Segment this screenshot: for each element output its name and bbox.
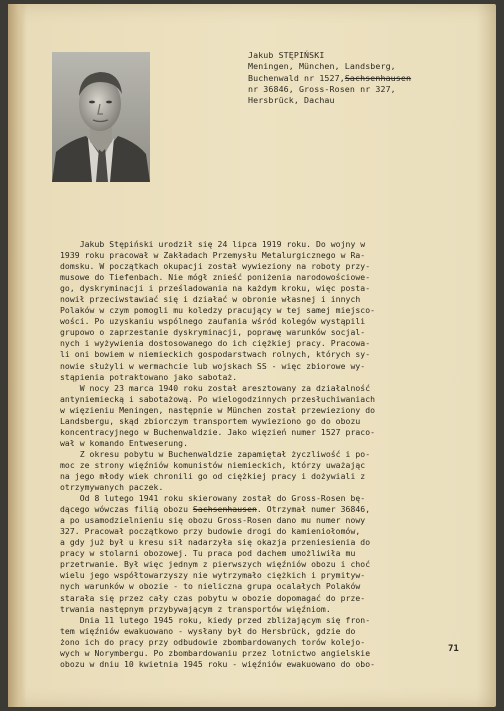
body-line-text: na jego młody wiek chronili go od ciężkiej pracy i dożywiali z [60, 470, 366, 481]
body-line-text: wych w Norymbergu. Po zbombardowaniu przez lotnictwo angielskie [60, 647, 371, 658]
portrait-photo [52, 52, 150, 182]
body-line-text: 1939 roku pracował w Zakładach Przemysłu Metalurgicznego w Ra- [60, 250, 366, 261]
header-line-text: Buchenwald nr 1527, [248, 72, 345, 83]
body-line-text: a po usamodzielnieniu się obozu Gross-Rosen dano mu numer nowy [60, 515, 366, 526]
body-line [60, 537, 460, 548]
person-header [248, 50, 488, 106]
body-line [60, 383, 460, 394]
body-line [60, 416, 460, 427]
body-line-text: Jakub Stępiński urodził się 24 lipca 1919 roku. Do wojny w [60, 239, 366, 249]
header-name [248, 50, 488, 61]
body-line-text: moc ze strony więźniów komunistów niemieckich, którzy uważając [60, 459, 366, 470]
portrait-photo-icon [52, 52, 150, 182]
header-line [248, 95, 488, 106]
body-line-text: w więzieniu Meningen, następnie w München został przewieziony do [60, 404, 376, 415]
body-line-text: pracy w stolarni obozowej. Tu praca pod dachem umożliwiła mu [60, 548, 356, 559]
body-line-text: dącego wówczas filią obozu [60, 504, 193, 515]
header-line [248, 61, 488, 72]
body-line-text: go, dyskryminacji i prześladowania na każdym kroku, więc posta- [60, 283, 371, 294]
header-line [248, 73, 488, 84]
body-line [60, 581, 460, 592]
body-line-text: domsku. W początkach okupacji został wywieziony na roboty przy- [60, 261, 371, 272]
body-line [60, 493, 460, 504]
body-line-text: grupowo o zaprzestanie dyskryminacji, poprawę warunków socjal- [60, 327, 366, 338]
body-line-text: li oni bowiem w niemieckich gospodarstwach rolnych, których sy- [60, 349, 371, 360]
header-name-text: Jakub STĘPIŃSKI [248, 50, 325, 60]
header-line [248, 84, 488, 95]
body-line [60, 604, 460, 615]
body-line-text: wielu jego współtowarzyszy nie wytrzymało ciężkich i prymityw- [60, 570, 366, 581]
header-line-text: nr 36846, Gross-Rosen nr 327, [248, 83, 396, 94]
body-line [60, 239, 460, 250]
body-line [60, 372, 460, 383]
body-line-text: żono ich do pracy przy odbudowie zbombardowanych torów kolejo- [60, 636, 366, 647]
body-line-text: koncentracyjnego w Buchenwaldzie. Jako więzień numer 1527 praco- [60, 426, 376, 437]
body-line-text: musowe do Tiefenbach. Nie mógł znieść poniżenia narodowościowe- [60, 272, 371, 283]
body-line [60, 305, 460, 316]
body-line [60, 548, 460, 559]
body-line-text: wał w komando Entweserung. [60, 437, 188, 448]
body-line [60, 294, 460, 305]
body-line-text: W nocy 23 marca 1940 roku został aresztowany za działalność [60, 382, 371, 393]
body-line-text: Od 8 lutego 1941 roku skierowany został do Gross-Rosen bę- [60, 493, 366, 504]
body-line-text: 327. Pracował początkowo przy budowie drogi do kamieniołomów, [60, 526, 361, 537]
body-line-text: stąpienia potraktowano jako sabotaż. [60, 371, 238, 382]
body-line-text: nych i wyżywienia dostosowanego do ich ciężkiej pracy. Pracowa- [60, 338, 371, 349]
body-line-text: starała się przez cały czas pobytu w obozie dopomagać do prze- [60, 592, 366, 603]
body-line [60, 394, 460, 405]
body-line-text: Polaków w czym pomogli mu koledzy pracujący w tej samej miejsco- [60, 305, 376, 316]
body-line [60, 637, 460, 648]
body-line-text: a gdy już był u kresu sił nadarzyła się okazja przeniesienia do [60, 537, 371, 548]
body-line [60, 570, 460, 581]
body-line [60, 427, 460, 438]
body-line [60, 361, 460, 372]
body-line-text: trwania następnym przybywającym z transportów więźniom. [60, 603, 331, 614]
body-line-text: Landsbergu, skąd zbiorczym transportem wywieziono go do obozu [60, 415, 361, 426]
header-line-text: Hersbrück, Dachau [248, 95, 335, 106]
body-line [60, 482, 460, 493]
body-line-text: nych warunków w obozie - to nieliczna grupa ocalałych Polaków [60, 581, 361, 592]
body-line [60, 272, 460, 283]
body-line [60, 349, 460, 360]
body-line [60, 283, 460, 294]
body-line [60, 471, 460, 482]
body-line [60, 559, 460, 570]
body-line-text: obozu w dniu 10 kwietnia 1945 roku - więźniów ewakuowano do obo- [60, 658, 376, 669]
body-line [60, 438, 460, 449]
struck-camp-name: Sachsenhausen [192, 504, 257, 515]
page-number: 71 [448, 644, 459, 654]
body-line [60, 615, 460, 626]
body-line-text: otrzymywanych paczek. [60, 482, 164, 493]
body-line-text: Z okresu pobytu w Buchenwaldzie zapamiętał życzliwość i po- [60, 448, 371, 459]
body-line-text: Dnia 11 lutego 1945 roku, kiedy przed zbliżającym się fron- [60, 614, 371, 625]
body-line [60, 460, 460, 471]
body-line [60, 327, 460, 338]
body-line [60, 526, 460, 537]
body-line [60, 626, 460, 637]
body-line-text: wości. Po uzyskaniu wspólnego zaufania wśród kolegów wystąpili [60, 316, 366, 327]
body-line-text: przetrwanie. Był więc jednym z pierwszych więźniów obozu i choć [60, 559, 371, 570]
body-line [60, 316, 460, 327]
body-line [60, 593, 460, 604]
body-line-text: . Otrzymał numer 36846, [256, 504, 371, 515]
biography-text [60, 239, 460, 670]
body-line [60, 338, 460, 349]
body-line-text: tem więźniów ewakuowano - wysłany był do Hersbrück, gdzie do [60, 625, 356, 636]
page-spine-shadow [8, 4, 26, 707]
header-line-text: Meningen, München, Landsberg, [248, 61, 396, 72]
body-line-text: antyniemiecką i sabotażową. Po wielogodzinnych przesłuchiwaniach [60, 393, 376, 404]
body-line [60, 515, 460, 526]
body-line [60, 261, 460, 272]
body-line [60, 449, 460, 460]
body-line [60, 504, 460, 515]
body-line [60, 405, 460, 416]
struck-camp-name: Sachsenhausen [344, 72, 412, 83]
body-line [60, 250, 460, 261]
body-line-text: nowił przeciwstawiać się i działać w obronie własnej i innych [60, 294, 361, 305]
paper-sheet [8, 4, 496, 707]
body-line-text: nowie służyli w wermachcie lub wojskach SS - więc zbiorowe wy- [60, 360, 366, 371]
body-line [60, 659, 460, 670]
body-line [60, 648, 460, 659]
